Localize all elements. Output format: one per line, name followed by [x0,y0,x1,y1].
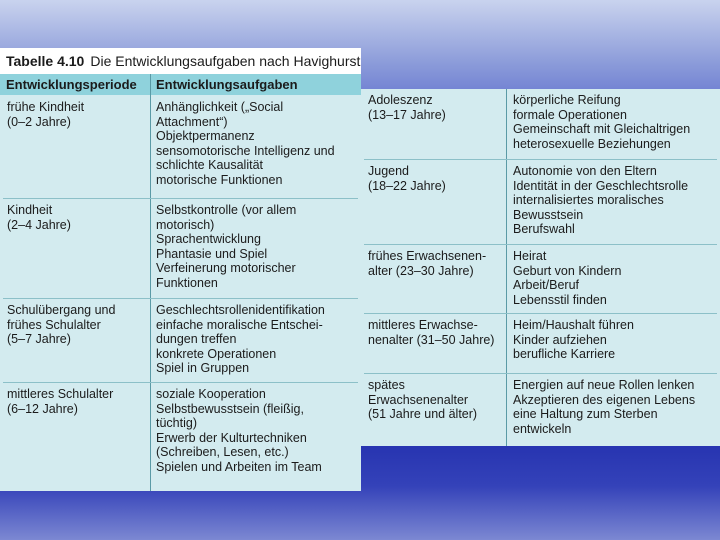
header-tasks: Entwicklungsaufgaben [156,77,298,92]
task-cell-line: schlichte Kausalität [156,158,264,173]
task-cell-line: Funktionen [156,276,218,290]
period-cell-line: (6–12 Jahre) [7,401,78,416]
task-cell-line: Erwerb der Kulturtechniken [156,430,307,445]
task-cell-line: dungen treffen [156,332,237,347]
task-cell-line: heterosexuelle Beziehungen [513,136,671,151]
period-cell-line: Jugend [368,164,410,178]
row-separator [3,382,358,383]
task-cell-line: Objektpermanenz [156,129,255,144]
period-cell-line: mittleres Erwachse- [368,318,478,332]
task-cell-line: Geschlechtsrollenidentifikation [156,303,325,317]
period-cell-line: Adoleszenz [368,93,433,107]
task-cell-line: sensomotorische Intelligenz und [156,143,335,158]
task-cell-line: konkrete Operationen [156,346,277,361]
task-cell-line: tüchtig) [156,416,197,431]
task-cell-line: Anhänglichkeit („Social [156,100,284,114]
row-separator [3,198,358,199]
period-cell-line: mittleres Schulalter [7,387,114,401]
column-divider [150,74,151,491]
task-cell-line: (Schreiben, Lesen, etc.) [156,445,289,460]
period-cell-line: frühes Schulalter [7,317,101,332]
task-cell-line: Sprachentwicklung [156,232,261,247]
task-cell-line: Heim/Haushalt führen [513,318,634,332]
task-cell-line: Selbstkontrolle (vor allem [156,203,297,217]
period-cell-line: (18–22 Jahre) [368,178,446,193]
table-title [0,48,361,74]
task-cell-line: Identität in der Geschlechtsrolle [513,178,689,193]
table-left-panel [0,48,361,491]
period-cell-line: alter (23–30 Jahre) [368,263,474,278]
period-cell-line: Erwachsenenalter [368,392,469,407]
period-cell-line: Schulübergang und [7,303,116,317]
task-cell-line: Autonomie von den Eltern [513,164,657,178]
period-cell-line: frühe Kindheit [7,100,85,114]
table-right-panel [361,89,720,446]
header-period: Entwicklungsperiode [6,77,137,92]
table-number: Tabelle 4.10 [6,53,85,69]
period-cell-line: frühes Erwachsenen- [368,249,487,263]
task-cell-line: Gemeinschaft mit Gleichaltrigen [513,122,691,137]
period-cell-line: (51 Jahre und älter) [368,407,478,422]
row-separator [364,373,717,374]
task-cell-line: einfache moralische Entschei- [156,317,323,332]
task-cell-line: Geburt von Kindern [513,263,622,278]
task-cell-line: Berufswahl [513,222,575,237]
period-cell-line: nenalter (31–50 Jahre) [368,332,495,347]
task-cell-line: Akzeptieren des eigenen Lebens [513,392,696,407]
row-separator [3,298,358,299]
task-cell-line: Energien auf neue Rollen lenken [513,378,695,392]
task-cell-line: formale Operationen [513,107,627,122]
period-cell-line: (13–17 Jahre) [368,107,446,122]
task-cell-line: Verfeinerung motorischer [156,261,296,276]
task-cell-line: soziale Kooperation [156,387,266,401]
table-title-text: Die Entwicklungsaufgaben nach Havighurst [90,53,361,69]
period-cell-line: (5–7 Jahre) [7,332,71,347]
task-cell-line: körperliche Reifung [513,93,621,107]
period-cell-line: (2–4 Jahre) [7,217,71,232]
task-cell-line: entwickeln [513,421,572,436]
task-cell-line: Heirat [513,249,547,263]
period-cell-line: spätes [368,378,405,392]
task-cell-line: Lebensstil finden [513,292,607,307]
row-separator [364,159,717,160]
period-cell-line: (0–2 Jahre) [7,114,71,129]
task-cell-line: motorische Funktionen [156,173,283,187]
task-cell-line: Attachment“) [156,114,228,129]
task-cell-line: Phantasie und Spiel [156,246,268,261]
task-cell-line: Bewusstsein [513,207,584,222]
task-cell-line: internalisiertes moralisches [513,193,664,208]
task-cell-line: eine Haltung zum Sterben [513,407,658,422]
row-separator [364,313,717,314]
task-cell-line: Kinder aufziehen [513,332,607,347]
task-cell-line: Spiel in Gruppen [156,361,250,376]
row-separator [364,244,717,245]
period-cell-line: Kindheit [7,203,53,217]
table-header [0,74,361,95]
task-cell-line: motorisch) [156,217,215,232]
task-cell-line: Spielen und Arbeiten im Team [156,460,322,474]
task-cell-line: Arbeit/Beruf [513,278,580,293]
task-cell-line: berufliche Karriere [513,347,616,362]
task-cell-line: Selbstbewusstsein (fleißig, [156,401,304,416]
column-divider [506,89,507,446]
